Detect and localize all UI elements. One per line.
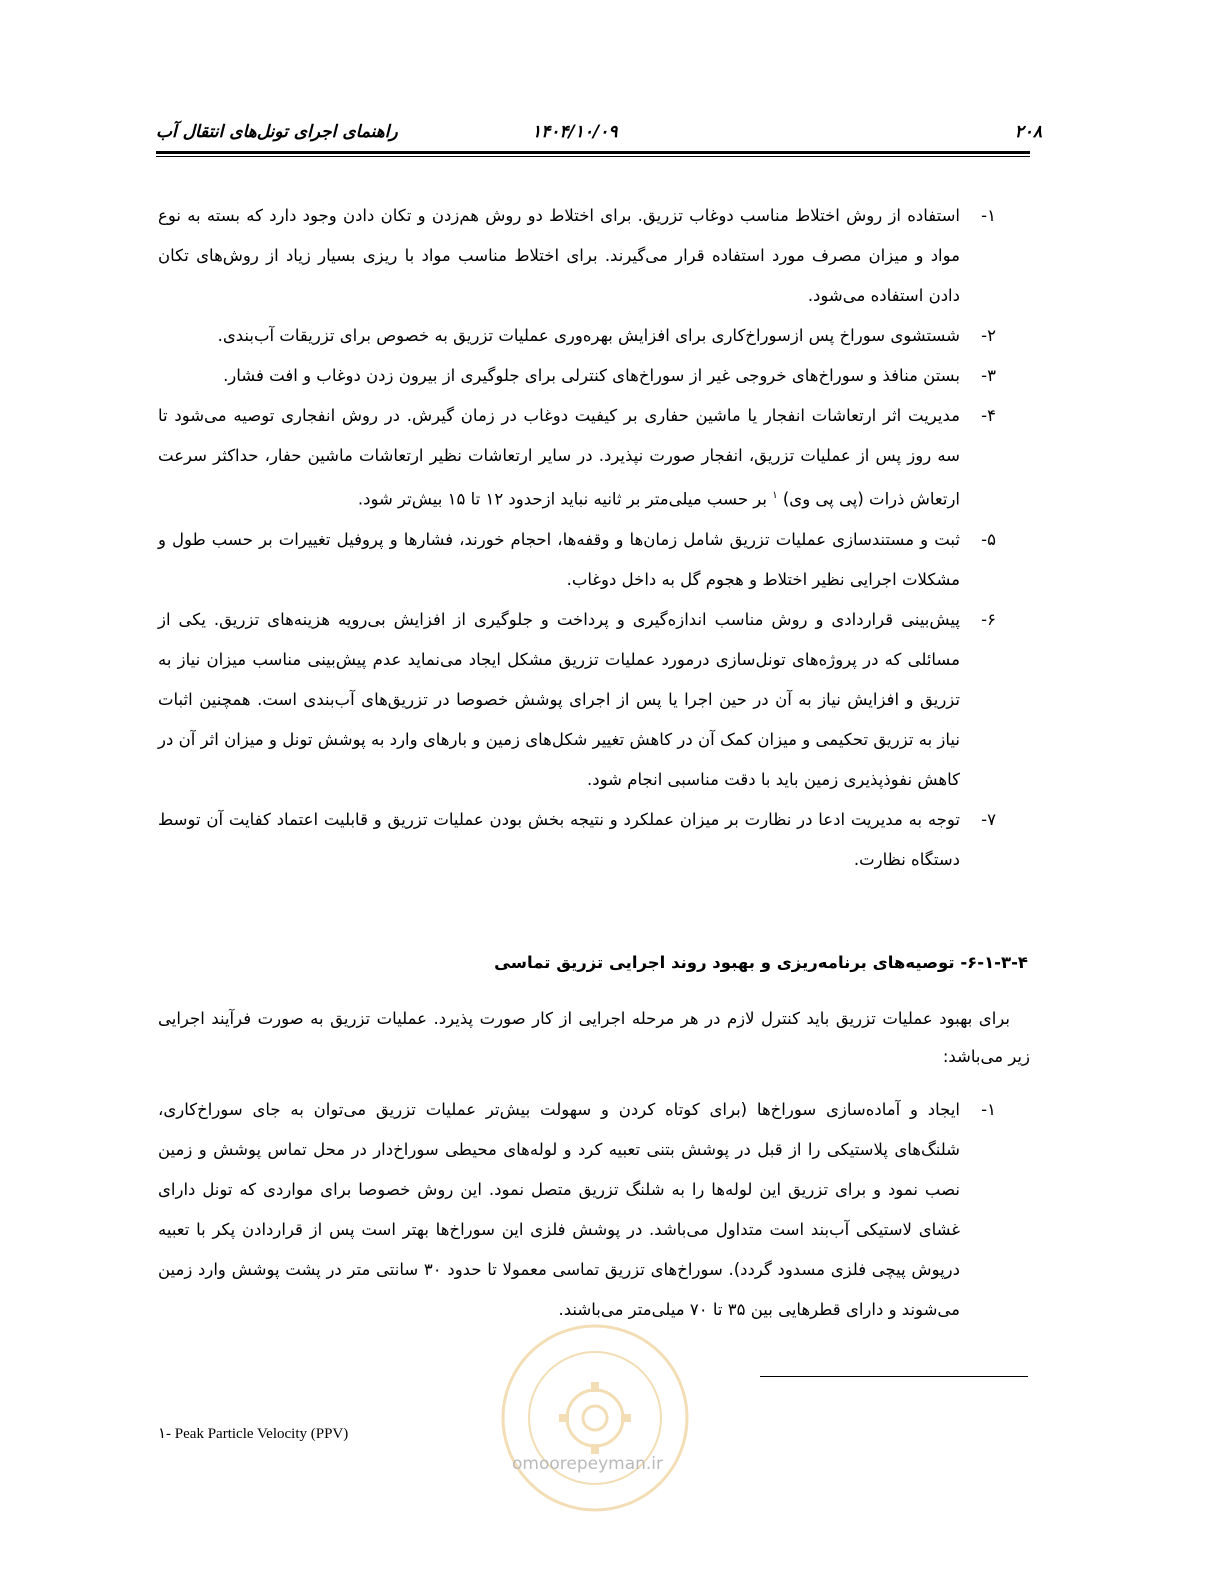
item-text	[158, 396, 960, 520]
intro-paragraph: برای بهبود عملیات تزریق باید کنترل لازم در هر مرحله اجرایی از کار صورت پذیرد. عملیات تزریق به صورت فرآیند اجرایی زیر می‌باشد:	[158, 1009, 1030, 1066]
list-item	[158, 356, 1030, 396]
list-item	[158, 396, 1030, 520]
list-item	[158, 1090, 1030, 1330]
page-number: ۲۰۸	[1014, 122, 1042, 142]
item-text: شستشوی سوراخ پس ازسوراخ‌کاری برای افزایش بهره‌وری عملیات تزریق به خصوص برای تزریقات آب‌بندی.	[217, 326, 960, 345]
item-text: ایجاد و آماده‌سازی سوراخ‌ها (برای کوتاه کردن و سهولت بیش‌تر عملیات تزریق می‌توان به جای سوراخ‌کاری، شلنگ‌های پلاستیکی را از قبل در پوشش بتنی تعبیه کرد و لوله‌های محیطی سوراخ‌دار در محل تماس پوشش و زمین نصب نمود و برای تزریق این لوله‌ها را به شلنگ تزریق متصل نمود. این روش خصوصا برای مواردی که تونل دارای غشای لاستیکی آب‌بند است متداول می‌باشد. در پوشش فلزی این سوراخ‌ها بهتر است پس از قراردادن پکر با تعبیه درپوش پیچی فلزی مسدود گردد). سوراخ‌های تزریق تماسی معمولا تا حدود ۳۰ سانتی متر در پشت پوشش وارد زمین می‌شوند و دارای قطرهایی بین ۳۵ تا ۷۰ میلی‌متر می‌باشند.	[158, 1100, 960, 1319]
book-title: راهنمای اجرای تونل‌های انتقال آب	[156, 122, 398, 142]
item-number: ۶-	[981, 609, 996, 629]
footnote: ۱- Peak Particle Velocity (PPV)	[158, 1426, 349, 1442]
item-number: ۱-	[981, 1100, 996, 1119]
numbered-list-2	[158, 1090, 1030, 1330]
footnote-rule	[760, 1376, 1028, 1377]
item-number: ۴-	[981, 406, 996, 425]
item-number: ۲-	[981, 326, 996, 345]
section-heading: ۶-۱-۳-۴- توصیه‌های برنامه‌ریزی و بهبود روند اجرایی تزریق تماسی	[494, 953, 1028, 972]
list-item	[158, 316, 1030, 356]
header-rule-thin	[156, 156, 1030, 157]
item-text-part: بر حسب میلی‌متر بر ثانیه نباید ازحدود ۱۲ تا ۱۵ بیش‌تر شود.	[357, 489, 773, 509]
list-item	[158, 600, 1030, 800]
item-text: ثبت و مستندسازی عملیات تزریق شامل زمان‌ها و وقفه‌ها، احجام خورند، فشارها و پروفیل تغییرات بر حسب طول و مشکلات اجرایی نظیر اختلاط و هجوم گل به داخل دوغاب.	[158, 529, 960, 589]
watermark-url: omoorepeyman.ir	[512, 1454, 664, 1474]
item-text: توجه به مدیریت ادعا در نظارت بر میزان عملکرد و نتیجه بخش بودن عملیات تزریق و قابلیت اعتماد کفایت آن توسط دستگاه نظارت.	[158, 809, 960, 869]
watermark-seal-icon	[490, 1318, 700, 1518]
header-rule	[156, 151, 1030, 154]
item-number: ۷-	[981, 809, 996, 829]
footnote-marker[interactable]: ۱	[772, 490, 778, 501]
item-number: ۵-	[981, 529, 996, 549]
header-date: ۱۴۰۴/۱۰/۰۹	[532, 122, 618, 142]
numbered-list-1	[158, 196, 1030, 880]
item-number: ۱-	[981, 206, 996, 225]
item-text: استفاده از روش اختلاط مناسب دوغاب تزریق. برای اختلاط دو روش هم‌زدن و تکان دادن وجود دارد که بسته به نوع مواد و میزان مصرف مورد استفاده قرار می‌گیرند. برای اختلاط مناسب مواد با ریزی بسیار زیاد از روش‌های تکان دادن استفاده می‌شود.	[158, 206, 960, 305]
item-text: پیش‌بینی قراردادی و روش مناسب اندازه‌گیری و پرداخت و جلوگیری از افزایش بی‌رویه هزینه‌های تزریق. یکی از مسائلی که در پروژه‌های تونل‌سازی درمورد عملیات تزریق مشکل ایجاد می‌نماید عدم پیش‌بینی مناسب میزان نیاز به تزریق و افزایش نیاز به آن در حین اجرا یا پس از اجرای پوشش خصوصا در تزریق‌های آب‌بندی است. همچنین اثبات نیاز به تزریق تحکیمی و میزان کمک آن در کاهش تغییر شکل‌های زمین و بارهای وارد به پوشش تونل و میزان اثر آن در کاهش نفوذپذیری زمین باید با دقت مناسبی انجام شود.	[158, 609, 960, 789]
item-text: بستن منافذ و سوراخ‌های خروجی غیر از سوراخ‌های کنترلی برای جلوگیری از بیرون زدن دوغاب و افت فشار.	[223, 366, 960, 385]
list-item	[158, 520, 1030, 600]
item-text-part: مدیریت اثر ارتعاشات انفجار یا ماشین حفاری بر کیفیت دوغاب در زمان گیرش. در روش انفجاری توصیه می‌شود تا سه روز پس از عملیات تزریق، انفجار صورت نپذیرد. در سایر ارتعاشات نظیر ارتعاشات ماشین حفار، حداکثر سرعت ارتعاش ذرات (پی پی وی)	[158, 406, 960, 509]
list-item	[158, 800, 1030, 880]
list-item	[158, 196, 1030, 316]
item-number: ۳-	[981, 366, 996, 385]
